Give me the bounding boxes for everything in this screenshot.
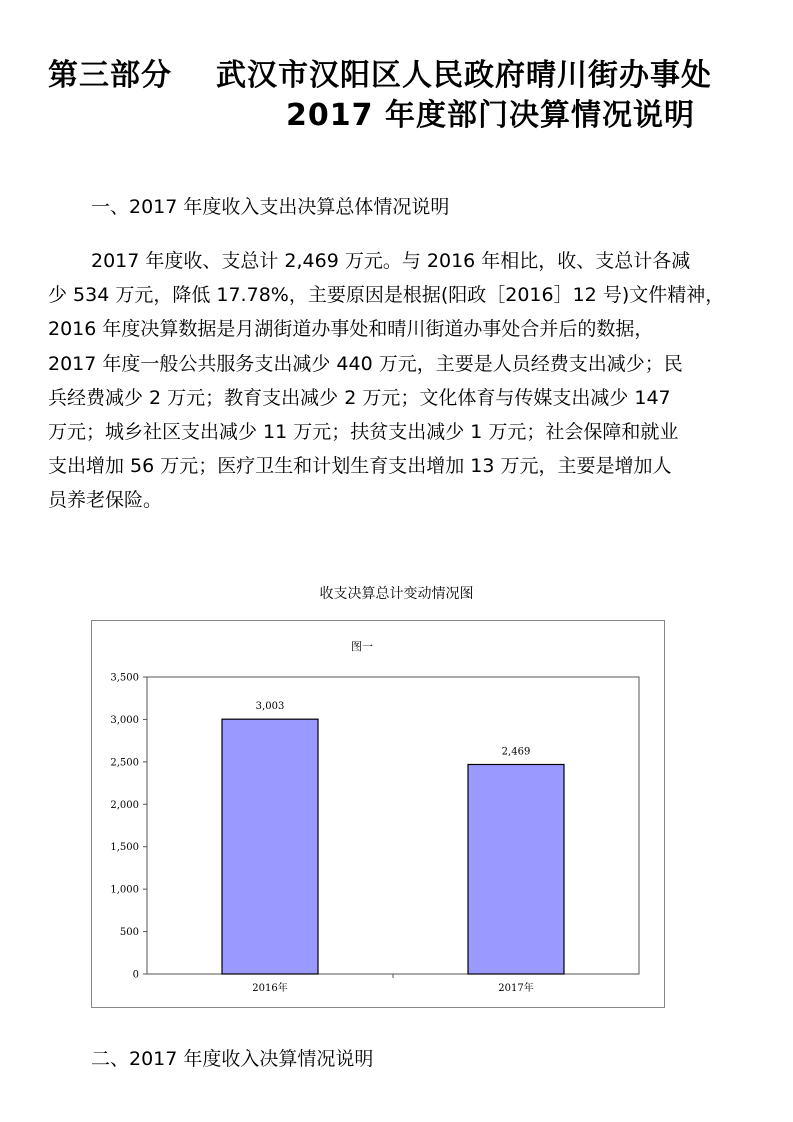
y-tick-label: 3,500 [110, 672, 139, 684]
paragraph-line: 万元；城乡社区支出减少 11 万元；扶贫支出减少 1 万元；社会保障和就业 [48, 420, 679, 443]
y-tick-label: 500 [119, 927, 139, 939]
plot-area [147, 677, 639, 974]
org-name: 武汉市汉阳区人民政府晴川街办事处 [216, 58, 712, 93]
bar-value-label: 3,003 [255, 701, 285, 713]
paragraph-line: 少 534 万元，降低 17.78%，主要原因是根据(阳政［2016］12 号)文件精神， [48, 284, 725, 307]
paragraph-line: 兵经费减少 2 万元；教育支出减少 2 万元；文化体育与传媒支出减少 147 [48, 386, 671, 409]
y-tick-label: 1,000 [110, 884, 139, 896]
paragraph-line: 员养老保险。 [48, 489, 163, 512]
section2-heading: 二、2017 年度收入决算情况说明 [91, 1048, 374, 1070]
page-title-line2: 2017 年度部门决算情况说明 [286, 98, 695, 133]
bar [222, 719, 318, 974]
y-tick-label: 2,000 [110, 799, 139, 811]
paragraph-line: 2017 年度一般公共服务支出减少 440 万元，主要是人员经费支出减少；民 [48, 352, 683, 375]
bar [468, 764, 564, 974]
bar-chart [92, 621, 664, 1007]
part-label: 第三部分 [48, 58, 172, 93]
chart-frame [91, 620, 665, 1008]
paragraph-line: 2017 年度收、支总计 2,469 万元。与 2016 年相比，收、支总计各减 [91, 250, 691, 272]
section1-paragraph [48, 244, 748, 518]
paragraph-line: 支出增加 56 万元；医疗卫生和计划生育支出增加 13 万元，主要是增加人 [48, 455, 672, 478]
x-tick-label: 2017年 [498, 983, 534, 994]
chart-title: 图一 [351, 640, 373, 653]
y-tick-label: 1,500 [110, 842, 139, 854]
paragraph-line: 2016 年度决算数据是月湖街道办事处和晴川街道办事处合并后的数据， [48, 318, 654, 341]
x-tick-label: 2016年 [252, 983, 288, 994]
y-tick-label: 0 [132, 969, 139, 981]
y-tick-label: 3,000 [110, 714, 139, 726]
section1-heading: 一、2017 年度收入支出决算总体情况说明 [91, 196, 450, 218]
bar-value-label: 2,469 [501, 746, 531, 758]
page-title-line1 [48, 50, 712, 94]
chart-caption: 收支决算总计变动情况图 [319, 586, 474, 602]
y-tick-label: 2,500 [110, 757, 139, 769]
